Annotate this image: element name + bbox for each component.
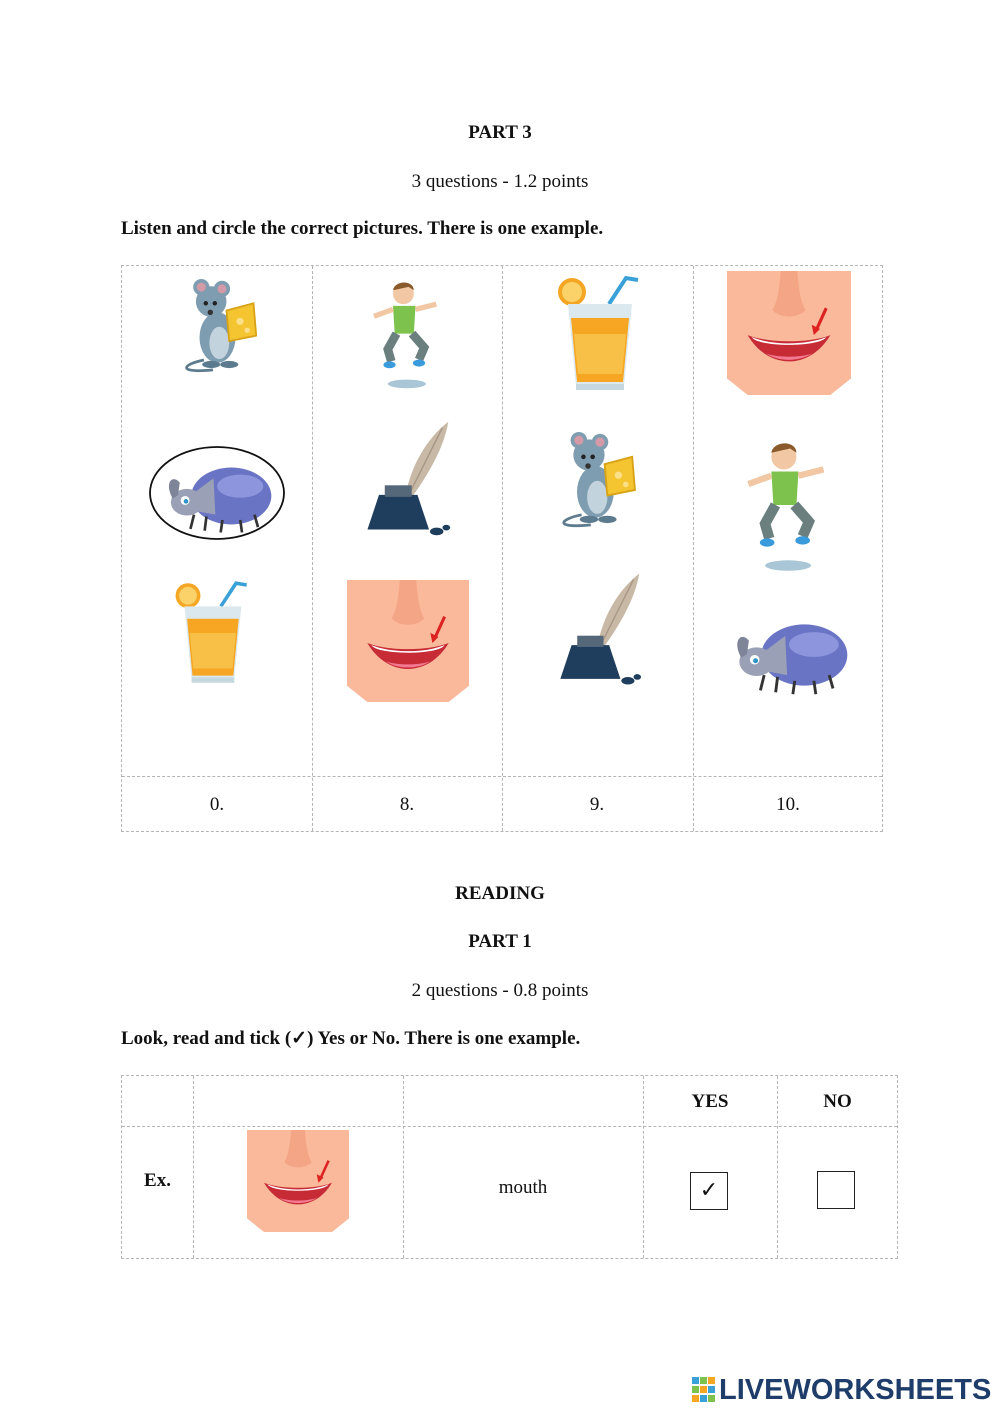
question-number: 0.: [209, 794, 225, 815]
question-number: 8.: [399, 794, 415, 815]
jumping-boy-icon[interactable]: [740, 430, 834, 582]
question-number: 9.: [589, 794, 605, 815]
part-title: PART 1: [468, 931, 532, 952]
listening-picture-grid: [121, 265, 883, 832]
juice-icon[interactable]: [554, 274, 644, 394]
yes-checkbox[interactable]: ✓: [690, 1172, 728, 1210]
beetle-icon[interactable]: [726, 612, 854, 698]
mouth-icon[interactable]: [347, 579, 469, 703]
part-subtitle: 2 questions - 0.8 points: [411, 980, 589, 1001]
reading-table: [121, 1075, 898, 1259]
ink-quill-icon[interactable]: [546, 570, 646, 692]
instruction: Look, read and tick (✓) Yes or No. There is one example.: [121, 1028, 581, 1049]
mouse-icon[interactable]: [177, 274, 267, 374]
part-subtitle: 3 questions - 1.2 points: [411, 171, 589, 192]
beetle-icon[interactable]: [158, 456, 278, 536]
brand-name: LIVEWORKSHEETS: [719, 1373, 992, 1406]
liveworksheets-icon: [692, 1377, 716, 1403]
no-checkbox[interactable]: [817, 1171, 855, 1209]
jumping-boy-icon[interactable]: [367, 272, 445, 397]
juice-icon[interactable]: [172, 574, 252, 692]
mouth-icon: [247, 1130, 349, 1232]
question-number: 10.: [776, 794, 800, 815]
no-header: NO: [823, 1091, 852, 1112]
instruction: Listen and circle the correct pictures. There is one example.: [121, 218, 604, 239]
part-title: PART 3: [468, 122, 532, 143]
yes-header: YES: [691, 1091, 729, 1112]
example-label: Ex.: [144, 1170, 171, 1191]
section-title: READING: [455, 883, 545, 904]
ink-quill-icon[interactable]: [354, 418, 454, 543]
brand-logo: [692, 1373, 991, 1407]
mouse-icon[interactable]: [554, 424, 646, 532]
mouth-icon[interactable]: [727, 270, 851, 396]
example-word: mouth: [498, 1177, 548, 1198]
